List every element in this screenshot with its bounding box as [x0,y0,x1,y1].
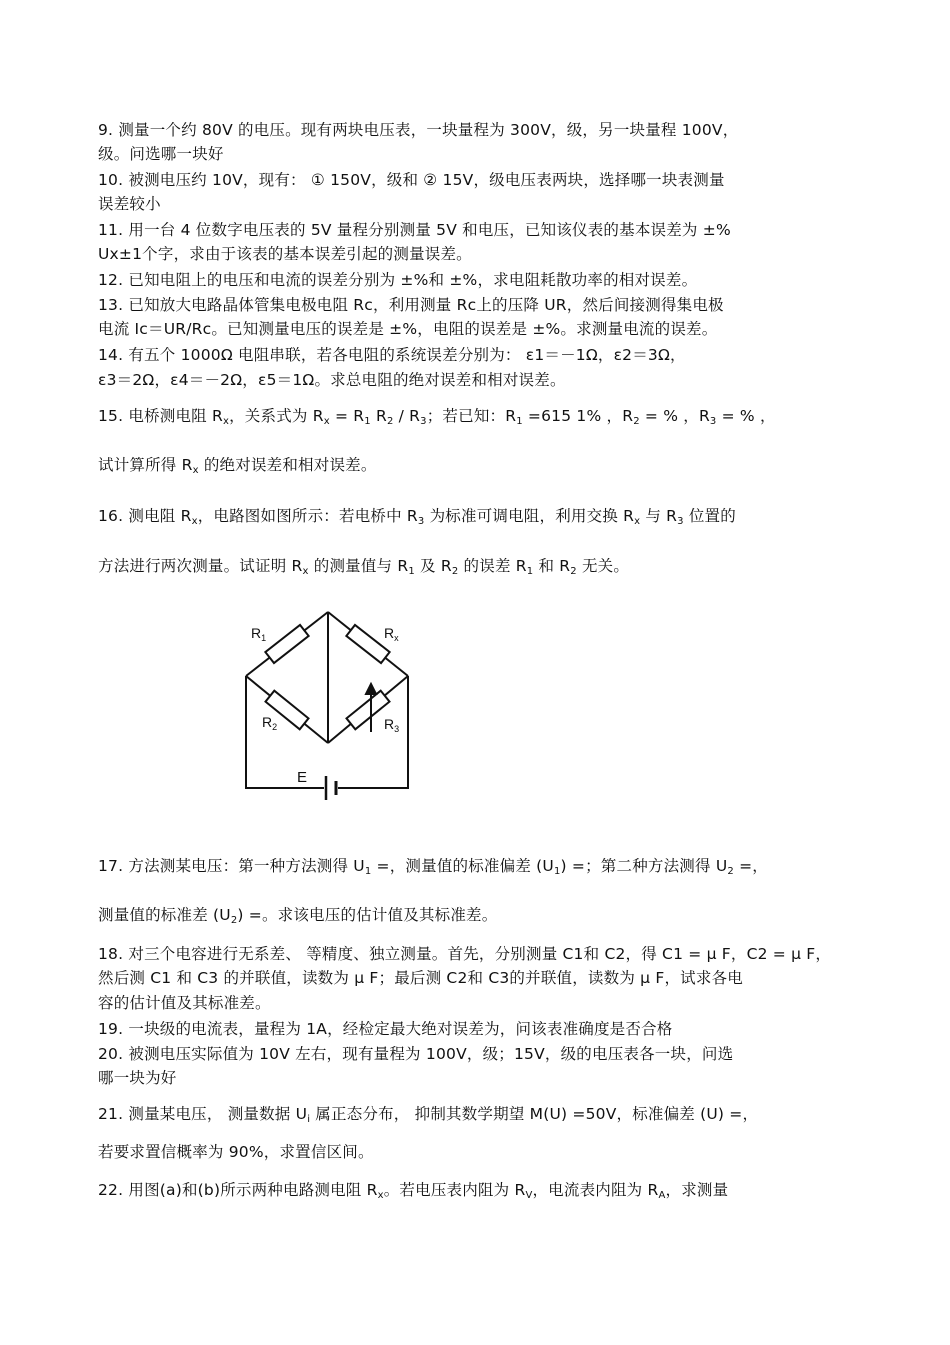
problem-16-line-2: 方法进行两次测量。试证明 $R_x$ 的测量值与 $R_1$ 及 $R_2$ 的误差 $R_1$ 和 $R_2$ 无关。 [98,557,630,577]
resistor-r1 [265,625,308,663]
problem-19-line-1: 19. 一块级的电流表，量程为 1A，经检定最大绝对误差为，问该表准确度是否合格 [98,1020,673,1038]
problem-18-line-1: 18. 对三个电容进行无系差、 等精度、独立测量。首先，分别测量 C1和 C2，得 C1 = μ F，C2 = μ F， [98,945,832,963]
problem-12-line-1: 12. 已知电阻上的电压和电流的误差分别为 ±%和 ±%，求电阻耗散功率的相对误差。 [98,271,698,289]
problem-15-line-1: 15. 电桥测电阻 $R_x$，关系式为 $R_x = R_1$ $R_2 / R_3$；若已知：$R_1 =615$ 1% ，$R_2$ = % ，$R_3$ = % ， [98,407,776,427]
label-e: E [297,769,308,786]
problem-17-line-1: 17. 方法测某电压：第一种方法测得 $U_1$ =，测量值的标准偏差 $(U_1)$ =；第二种方法测得 $U_2$ =， [98,857,768,877]
bridge-circuit-svg [238,600,418,812]
label-r1: $R_1$ [251,625,267,643]
label-r2: $R_2$ [262,714,278,732]
problem-10-line-1: 10. 被测电压约 10V，现有： ① 150V，级和 ② 15V，级电压表两块，选择哪一块表测量 [98,171,725,189]
problem-11-line-1: 11. 用一台 4 位数字电压表的 5V 量程分别测量 5V 和电压，已知该仪表的基本误差为 ±% [98,221,731,239]
problem-9-line-1: 9. 测量一个约 80V 的电压。现有两块电压表，一块量程为 300V，级，另一块量程 100V， [98,121,739,139]
problem-17-line-2: 测量值的标准差 $(U_2)$ =。求该电压的估计值及其标准差。 [98,906,498,926]
problem-18-line-3: 容的估计值及其标准差。 [98,994,271,1012]
problem-18-line-2: 然后测 C1 和 C3 的并联值，读数为 μ F；最后测 C2和 C3的并联值，读数为 μ F，试求各电 [98,969,743,987]
problem-13-line-1: 13. 已知放大电路晶体管集电极电阻 Rc，利用测量 Rc上的压降 UR，然后间接测得集电极 [98,296,724,314]
problem-15-line-2: 试计算所得 $R_x$ 的绝对误差和相对误差。 [98,456,377,476]
r3-adjust-arrow-head [366,684,376,694]
problem-21-line-2: 若要求置信概率为 90%，求置信区间。 [98,1143,374,1161]
label-rx: $R_x$ [384,625,399,643]
problem-16-line-1: 16. 测电阻 $R_x$，电路图如图所示：若电桥中 $R_3$ 为标准可调电阻，利用交换 $R_x$ 与 $R_3$ 位置的 [98,507,736,527]
problem-20-line-2: 哪一块为好 [98,1069,177,1087]
bridge-circuit-diagram [238,600,418,812]
problem-9-line-2: 级。问选哪一块好 [98,145,224,163]
problem-22-line-1: 22. 用图(a)和(b)所示两种电路测电阻 $R_x$。若电压表内阻为 $R_V$，电流表内阻为 $R_A$，求测量 [98,1181,729,1201]
wire-left-to-battery [246,676,324,788]
problem-14-line-1: 14. 有五个 1000Ω 电阻串联，若各电阻的系统误差分别为： ε1＝－1Ω，ε2＝3Ω， [98,346,686,364]
problem-14-line-2: ε3＝2Ω，ε4＝－2Ω，ε5＝1Ω。求总电阻的绝对误差和相对误差。 [98,371,566,389]
label-r3: $R_3$ [384,716,400,734]
problem-11-line-2: Ux±1个字，求由于该表的基本误差引起的测量误差。 [98,245,472,263]
problem-13-line-2: 电流 Ic＝UR/Rc。已知测量电压的误差是 ±%，电阻的误差是 ±%。求测量电流的误差。 [98,320,718,338]
problem-21-line-1: 21. 测量某电压， 测量数据 $U_i$ 属正态分布， 抑制其数学期望 M(U) =50V，标准偏差 (U) =， [98,1105,759,1125]
problem-10-line-2: 误差较小 [98,195,161,213]
problem-20-line-1: 20. 被测电压实际值为 10V 左右，现有量程为 100V，级；15V，级的电压表各一块，问选 [98,1045,734,1063]
